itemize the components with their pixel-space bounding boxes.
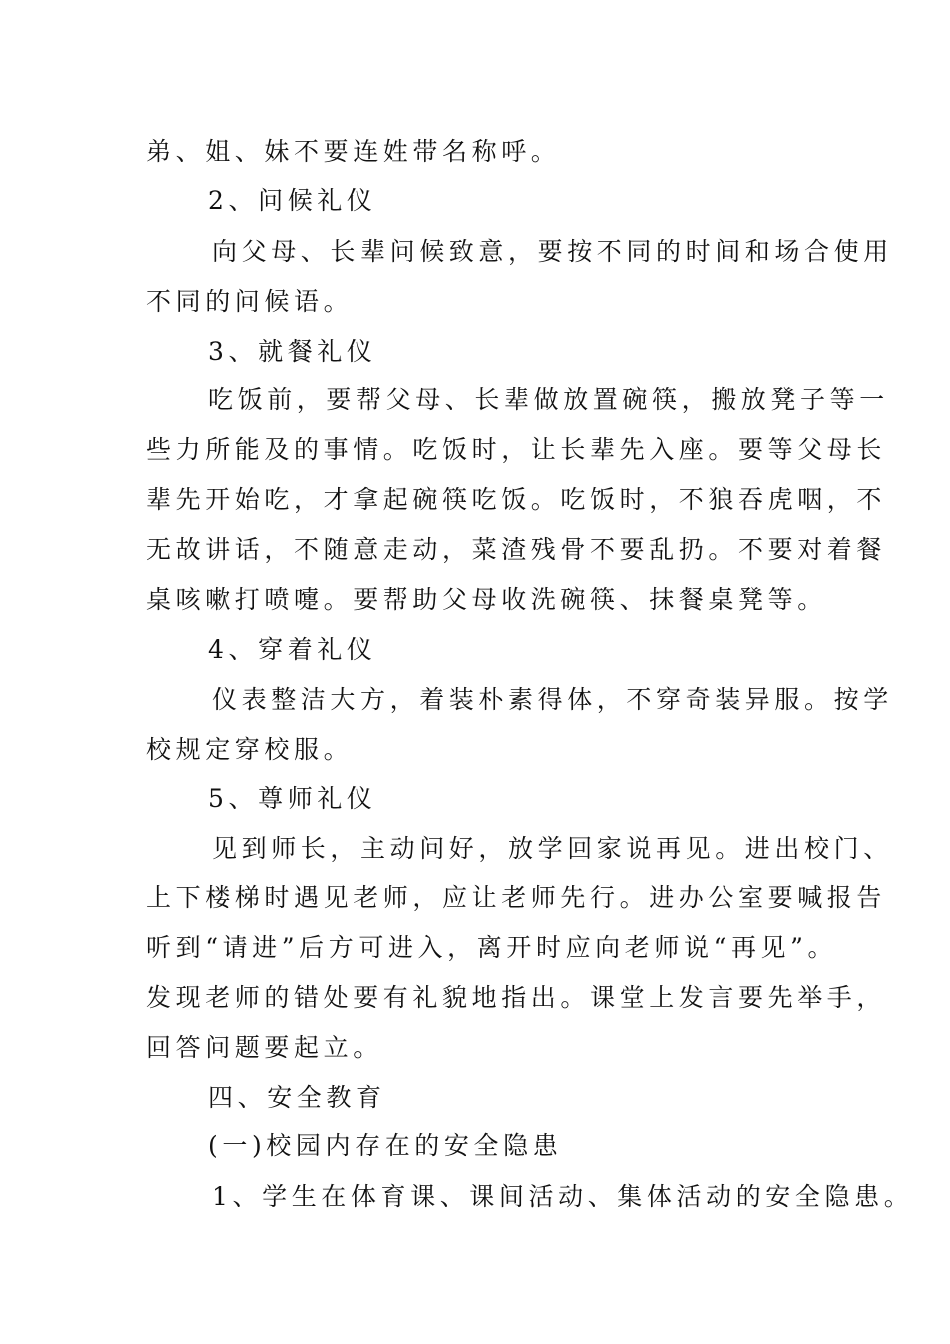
paragraph-line: 上下楼梯时遇见老师，应让老师先行。进办公室要喊报告: [146, 883, 887, 912]
section-heading: 4、穿着礼仪: [208, 635, 377, 664]
paragraph-line: 些力所能及的事情。吃饭时，让长辈先入座。要等父母长: [146, 435, 887, 464]
paragraph-line: 发现老师的错处要有礼貌地指出。课堂上发言要先举手，: [146, 983, 887, 1012]
paragraph-line: 吃饭前，要帮父母、长辈做放置碗筷，搬放凳子等一: [208, 385, 889, 414]
paragraph-line: 回答问题要起立。: [146, 1033, 383, 1062]
section-heading: 2、问候礼仪: [208, 186, 377, 215]
paragraph-line: 1、学生在体育课、课间活动、集体活动的安全隐患。: [212, 1182, 914, 1211]
section-heading: 四、安全教育: [208, 1083, 386, 1112]
paragraph-line: 见到师长，主动问好，放学回家说再见。进出校门、: [212, 834, 893, 863]
paragraph-line: 弟、姐、妹不要连姓带名称呼。: [146, 137, 561, 166]
paragraph-line: 听到“请进”后方可进入，离开时应向老师说“再见”。: [146, 933, 838, 962]
paragraph-line: 辈先开始吃，才拿起碗筷吃饭。吃饭时，不狼吞虎咽，不: [146, 485, 887, 514]
subsection-heading: (一)校园内存在的安全隐患: [208, 1131, 563, 1160]
paragraph-line: 桌咳嗽打喷嚏。要帮助父母收洗碗筷、抹餐桌凳等。: [146, 585, 827, 614]
section-heading: 3、就餐礼仪: [208, 337, 377, 366]
paragraph-line: 不同的问候语。: [146, 287, 354, 316]
section-heading: 5、尊师礼仪: [208, 784, 377, 813]
paragraph-line: 校规定穿校服。: [146, 735, 354, 764]
paragraph-line: 无故讲话，不随意走动，菜渣残骨不要乱扔。不要对着餐: [146, 535, 887, 564]
paragraph-line: 向父母、长辈问候致意，要按不同的时间和场合使用: [212, 237, 893, 266]
paragraph-line: 仪表整洁大方，着装朴素得体，不穿奇装异服。按学: [212, 685, 893, 714]
